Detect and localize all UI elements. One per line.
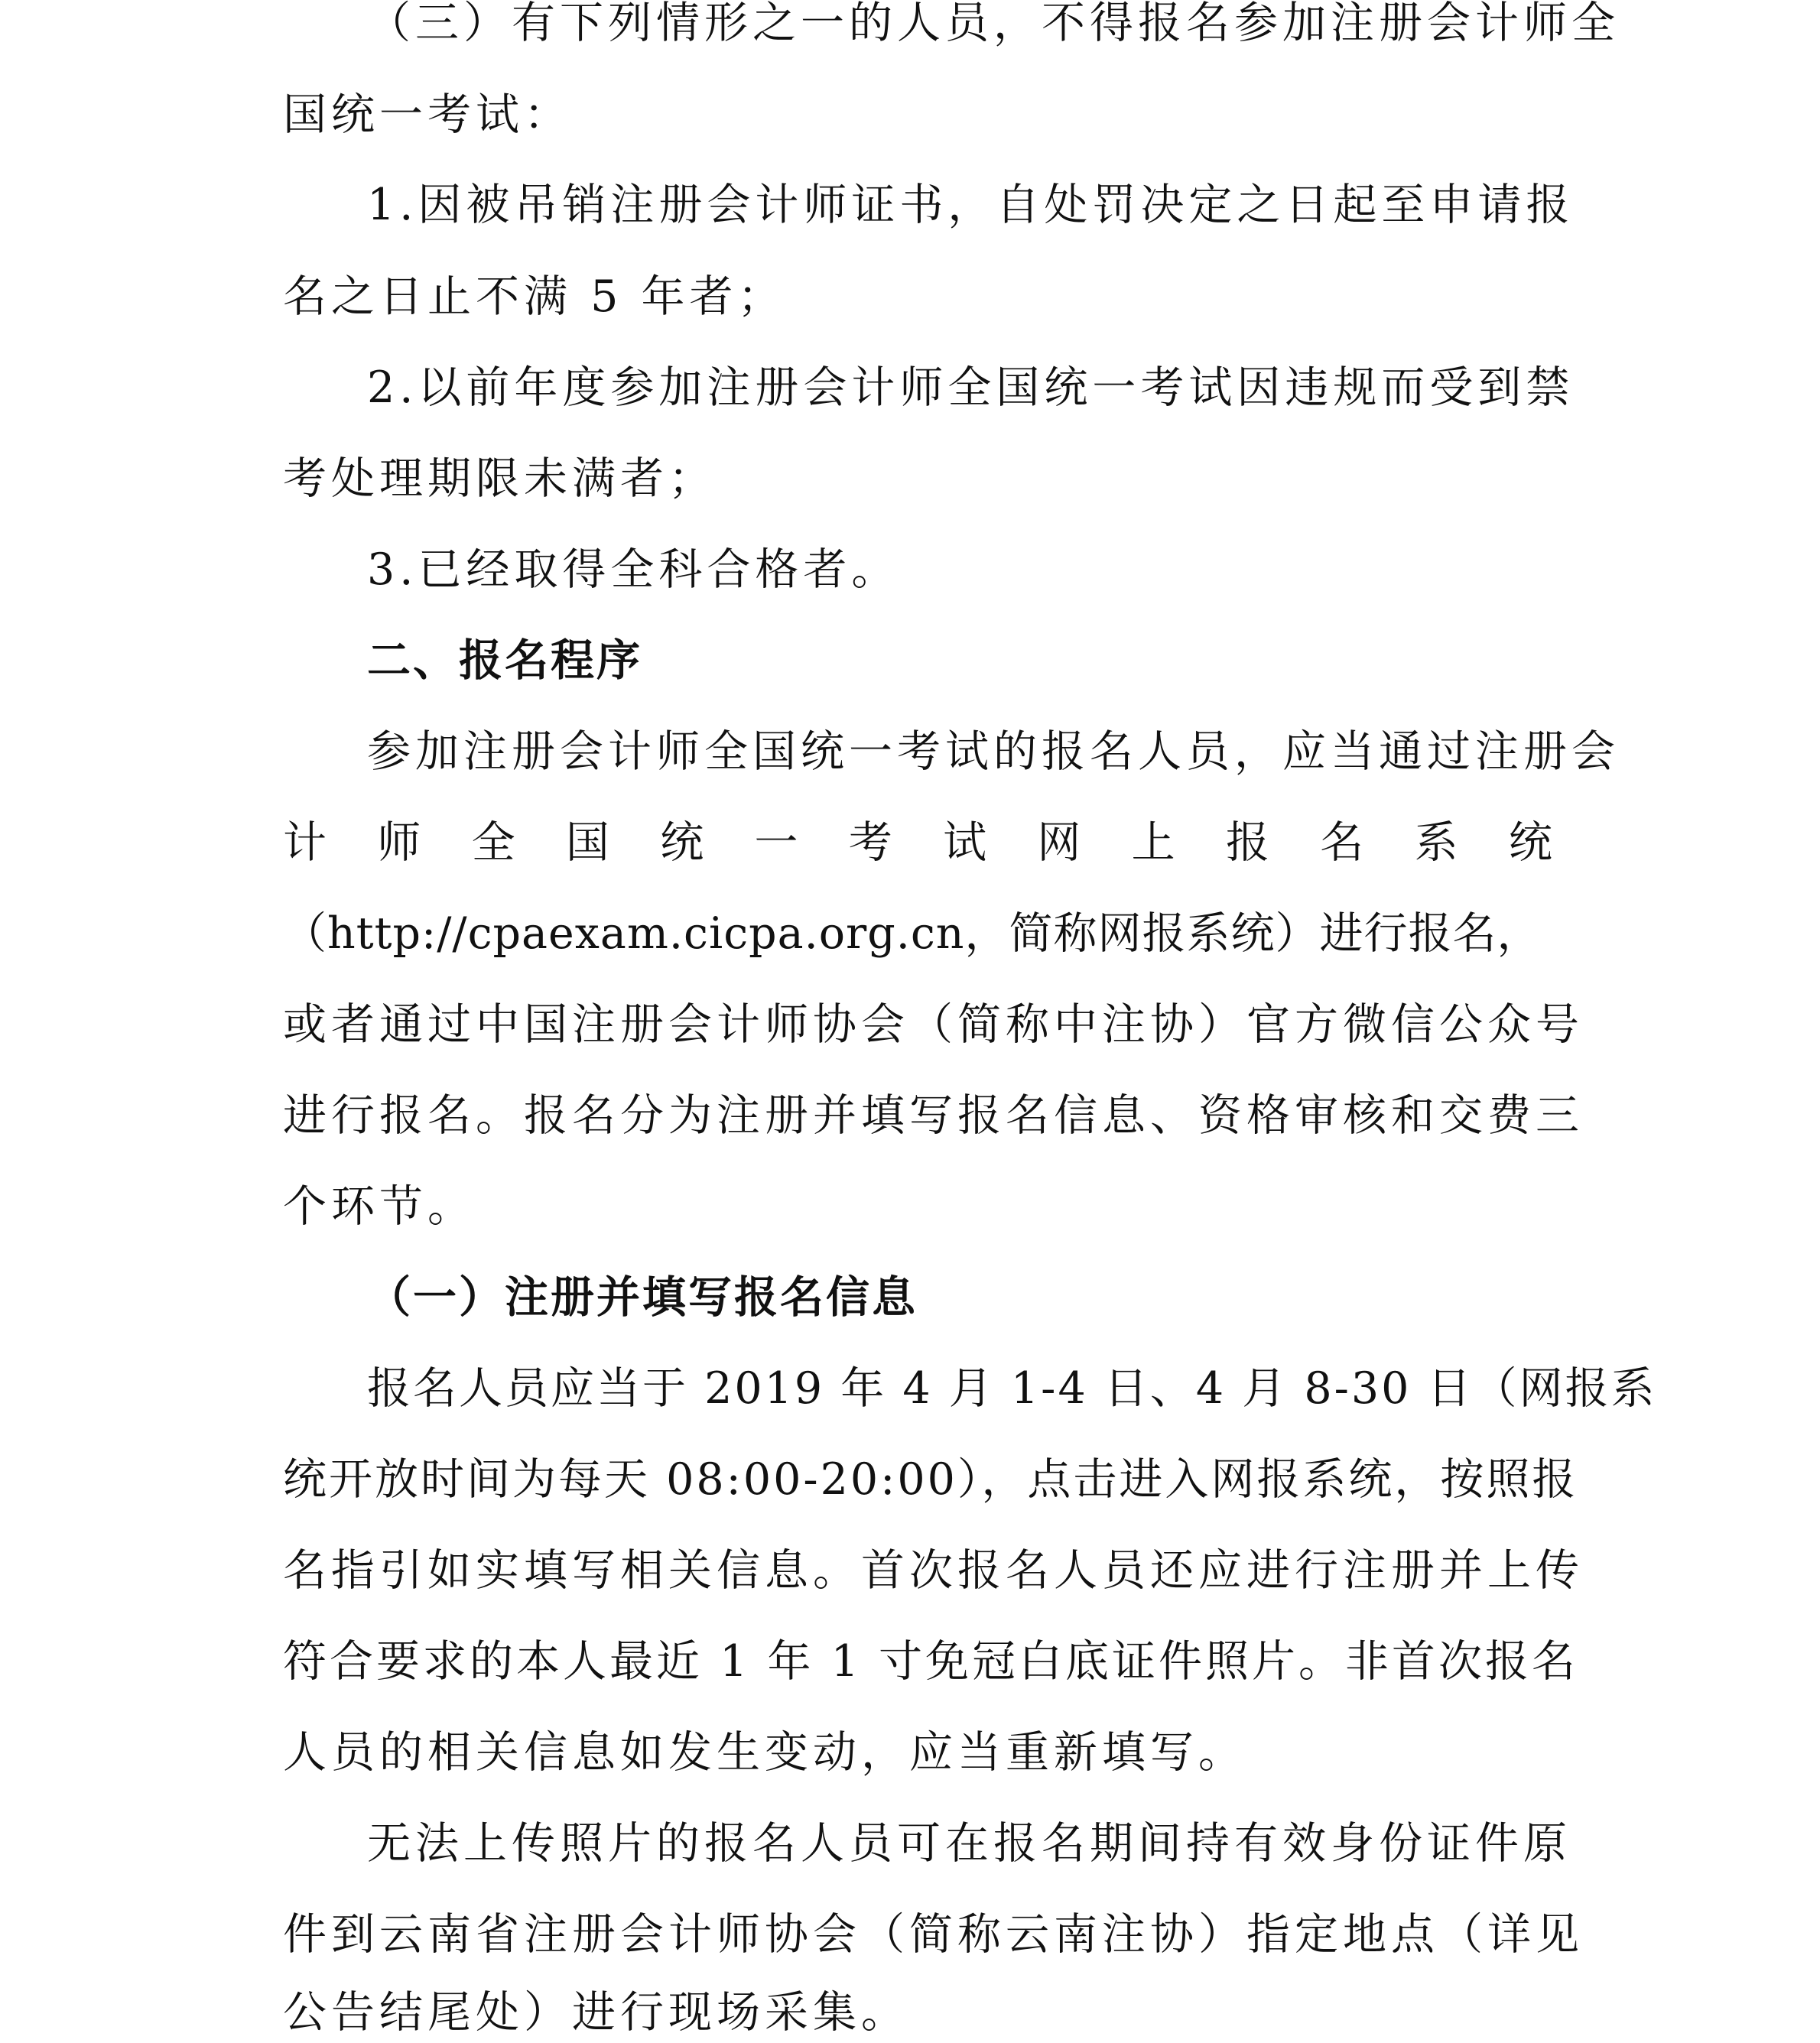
subsection-heading-register-fill-info: （一）注册并填写报名信息 [367,1272,918,1323]
item-1-line1: 1.因被吊销注册会计师证书，自处罚决定之日起至申请报 [367,180,1575,230]
section-heading-registration-procedure: 二、报名程序 [367,635,642,686]
paragraph-procedure-line1: 参加注册会计师全国统一考试的报名人员，应当通过注册会 [367,726,1620,777]
paragraph-photo-line2: 件到云南省注册会计师协会（简称云南注协）指定地点（详见 [283,1909,1584,1960]
paragraph-procedure-line5: 进行报名。报名分为注册并填写报名信息、资格审核和交费三 [283,1090,1584,1141]
paragraph-dates-line3: 名指引如实填写相关信息。首次报名人员还应进行注册并上传 [283,1545,1584,1596]
char: 计 [283,817,327,868]
paragraph-photo-line1: 无法上传照片的报名人员可在报名期间持有效身份证件原 [367,1818,1571,1869]
char: 名 [1320,817,1364,868]
paragraph-photo-line3: 公告结尾处）进行现场采集。 [283,1987,909,2038]
char: 试 [943,817,987,868]
char: 师 [377,817,421,868]
paragraph-exclusion-heading-line2: 国统一考试： [283,89,572,140]
char: 国 [565,817,609,868]
char: 报 [1225,817,1269,868]
char: 全 [471,817,515,868]
paragraph-dates-line2: 统开放时间为每天 08:00-20:00），点击进入网报系统，按照报 [283,1454,1578,1505]
item-2-line1: 2.以前年度参加注册会计师全国统一考试因违规而受到禁 [367,362,1575,413]
item-1-line2: 名之日止不满 5 年者； [283,271,786,322]
paragraph-procedure-line6: 个环节。 [283,1181,476,1232]
char: 考 [848,817,892,868]
paragraph-procedure-line2 [283,812,1552,873]
item-3-line1: 3.已经取得全科合格者。 [367,544,900,595]
char: 一 [754,817,798,868]
char: 统 [1508,817,1552,868]
paragraph-procedure-line3-url: （http://cpaexam.cicpa.org.cn，简称网报系统）进行报名， [283,908,1542,959]
paragraph-procedure-line4: 或者通过中国注册会计师协会（简称中注协）官方微信公众号 [283,999,1584,1050]
paragraph-dates-line1: 报名人员应当于 2019 年 4 月 1-4 日、4 月 8-30 日（网报系 [367,1363,1657,1414]
char: 统 [660,817,704,868]
item-2-line2: 考处理期限未满者； [283,453,717,504]
paragraph-dates-line5: 人员的相关信息如发生变动，应当重新填写。 [283,1727,1246,1778]
char: 系 [1414,817,1458,868]
paragraph-dates-line4: 符合要求的本人最近 1 年 1 寸免冠白底证件照片。非首次报名 [283,1636,1579,1687]
char: 上 [1131,817,1175,868]
paragraph-exclusion-heading-line1: （三）有下列情形之一的人员，不得报名参加注册会计师全 [367,0,1620,48]
char: 网 [1037,817,1081,868]
